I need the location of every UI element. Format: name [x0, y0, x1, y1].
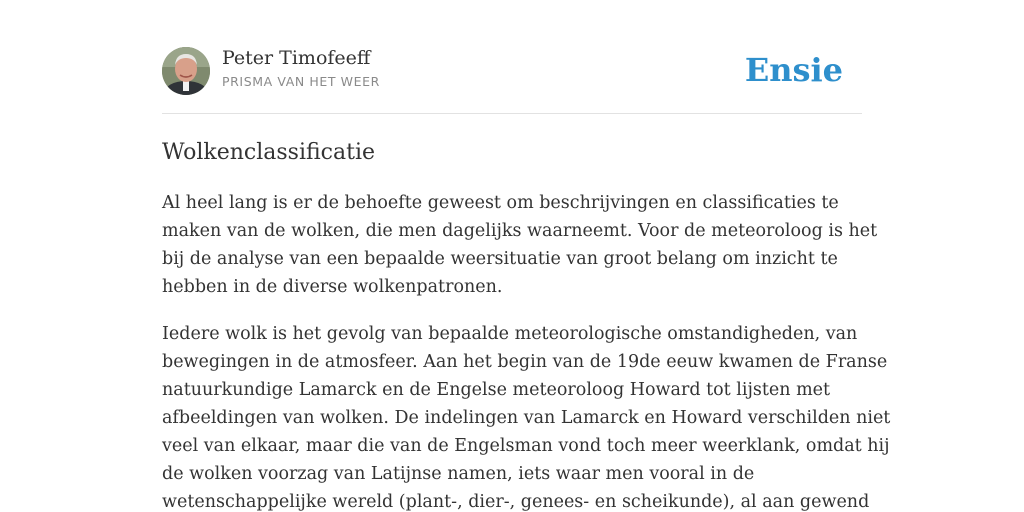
paragraph-line: hebben in de diverse wolkenpatronen. — [162, 277, 503, 297]
paragraph-line: afbeeldingen van wolken. De indelingen van Lamarck en Howard verschilden niet — [162, 408, 891, 428]
paragraph-line: de wolken voorzag van Latijnse namen, iets waar men vooral in de — [162, 464, 755, 484]
article-title: Wolkenclassificatie — [162, 140, 376, 165]
header-divider — [162, 113, 862, 114]
article — [162, 138, 891, 512]
author-name[interactable]: Peter Timofeeff — [222, 47, 371, 69]
paragraph-line: wetenschappelijke wereld (plant-, dier-, genees- en scheikunde), al aan gewend — [162, 492, 870, 512]
paragraph-line: veel van elkaar, maar die van de Engelsman vond toch meer weerklank, omdat hij — [162, 436, 890, 456]
paragraph-line: natuurkundige Lamarck en de Engelse meteoroloog Howard tot lijsten met — [162, 380, 831, 400]
author-avatar[interactable] — [162, 47, 210, 95]
paragraph-line: maken van de wolken, die men dagelijks waarneemt. Voor de meteoroloog is het — [162, 221, 878, 241]
paragraph-line: Iedere wolk is het gevolg van bepaalde meteorologische omstandigheden, van — [162, 324, 858, 344]
brand-logo[interactable]: Ensie — [744, 51, 843, 89]
article-paragraph — [162, 320, 891, 512]
paragraph-line: bewegingen in de atmosfeer. Aan het begin van de 19de eeuw kwamen de Franse — [162, 352, 888, 372]
article-paragraph — [162, 189, 878, 301]
author-header — [162, 46, 862, 96]
paragraph-line: Al heel lang is er de behoefte geweest om beschrijvingen en classificaties te — [162, 193, 839, 213]
author-subtitle[interactable]: PRISMA VAN HET WEER — [222, 74, 380, 89]
paragraph-line: bij de analyse van een bepaalde weersituatie van groot belang om inzicht te — [162, 249, 838, 269]
